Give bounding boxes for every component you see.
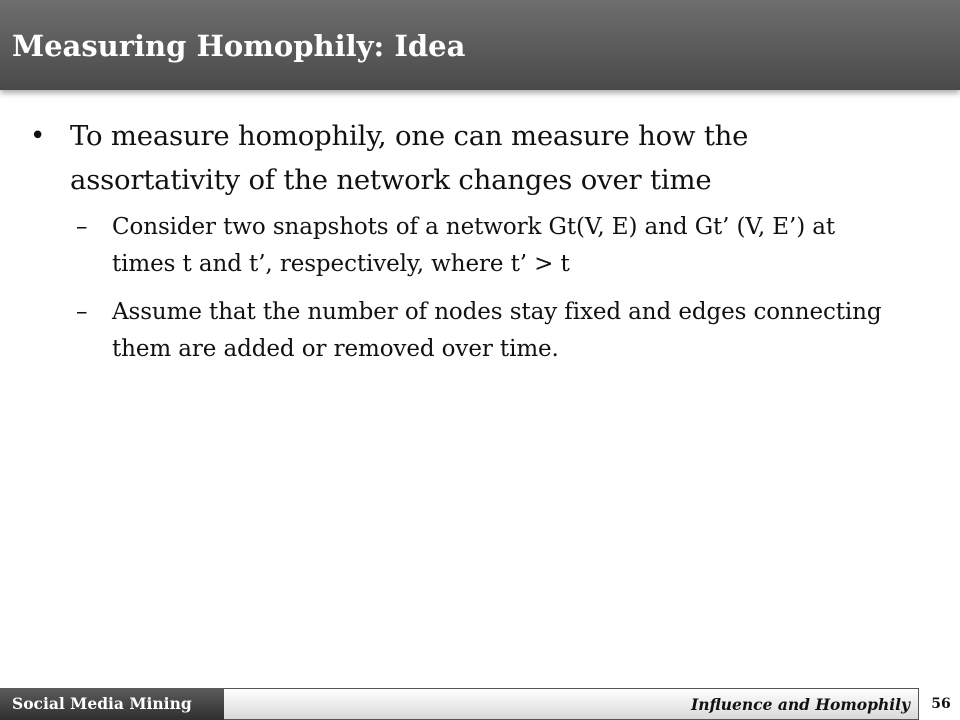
footer-section-text: Influence and Homophily — [690, 695, 910, 714]
footer-course-label — [0, 688, 224, 720]
footer-course-text: Social Media Mining — [12, 694, 192, 713]
slide-title: Measuring Homophily: Idea — [12, 29, 466, 63]
sub-bullet-text: Assume that the number of nodes stay fixed and edges connecting them are added or removed over time. — [112, 299, 882, 362]
bullet-text: To measure homophily, one can measure how the assortativity of the network changes over time — [70, 120, 749, 196]
sub-bullet-text: Consider two snapshots of a network Gt(V, E) and Gt’ (V, E’) at times t and t’, respectively, where t’ > t — [112, 214, 836, 277]
sub-bullet-marker: – — [76, 299, 88, 325]
bullet-marker: • — [30, 121, 46, 151]
footer-section-bar — [224, 688, 919, 720]
page-number: 56 — [931, 696, 951, 712]
title-bar — [0, 0, 960, 90]
sub-bullet-marker: – — [76, 214, 88, 240]
